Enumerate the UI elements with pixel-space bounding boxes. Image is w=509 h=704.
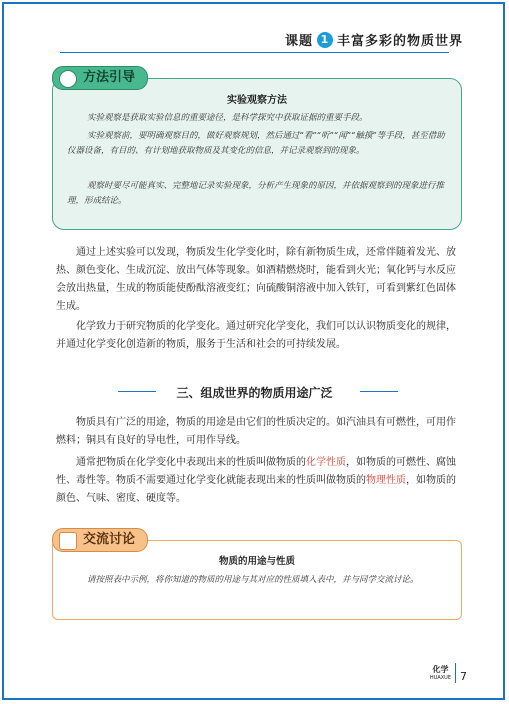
discussion-label: 交流讨论 <box>83 532 136 547</box>
method-paragraph-2: 实验观察前，要明确观察目的，做好观察规划，然后通过“看”“听”“闻”“触摸”等手段，甚至借助仪器设备，有目的、有计划地获取物质及其变化的信息，并记录观察到的现象。 <box>67 131 445 156</box>
header-title: 丰富多彩的物质世界 <box>336 34 463 49</box>
header-prefix: 课题 <box>284 34 313 49</box>
body-paragraph-4 <box>56 454 461 508</box>
body-paragraph-2: 化学致力于研究物质的化学变化。通过研究化学变化，我们可以认识物质变化的规律，并通过化学变化创造新的物质，服务于生活和社会的可持续发展。 <box>56 321 456 350</box>
discussion-box <box>52 540 462 620</box>
section-title: 三、组成世界的物质用途广泛 <box>176 386 333 400</box>
p4-text-c: ，如物质的颜色、气味、密度、硬度等。 <box>56 475 456 504</box>
footer-subject-en: HUAXUE <box>429 675 451 681</box>
people-icon <box>59 532 77 550</box>
page-footer <box>430 663 467 683</box>
topic-number-badge: 1 <box>317 32 333 48</box>
method-paragraph-3: 观察时要尽可能真实、完整地记录实验现象，分析产生现象的原因，并依据观察到的现象进行推理，形成结论。 <box>67 181 445 206</box>
body-paragraph-1: 通过上述实验可以发现，物质发生化学变化时，除有新物质生成，还常伴随着发光、放热、颜色变化、生成沉淀、放出气体等现象。如酒精燃烧时，能看到火光；氧化钙与水反应会放出热量，生成的物质能使酚酞溶液变红；向硫酸铜溶液中加入铁钉，可看到紫红色固体生成。 <box>56 247 456 312</box>
discussion-text: 请按照表中示例，将你知道的物质的用途与其对应的性质填入表中，并与同学交流讨论。 <box>87 575 419 585</box>
chemical-property-term: 化学性质 <box>306 457 346 468</box>
page-number: 7 <box>460 670 467 683</box>
section-rule-right <box>360 391 398 392</box>
physical-property-term: 物理性质 <box>366 475 406 486</box>
body-paragraph-3: 物质具有广泛的用途，物质的用途是由它们的性质决定的。如汽油具有可燃性，可用作燃料；铜具有良好的导电性，可用作导线。 <box>56 417 456 446</box>
p4-text-a: 通常把物质在化学变化中表现出来的性质叫做物质的 <box>76 457 306 468</box>
method-guide-label: 方法引导 <box>83 70 136 85</box>
page-header <box>285 30 463 49</box>
footer-divider <box>455 663 456 683</box>
discussion-title: 物质的用途与性质 <box>218 556 295 567</box>
discussion-tag <box>52 528 148 552</box>
magnifier-icon <box>59 70 77 88</box>
method-guide-box <box>52 78 462 230</box>
method-guide-tag <box>52 66 148 90</box>
footer-subject-cn: 化学 <box>432 665 449 674</box>
method-box-title: 实验观察方法 <box>227 95 287 106</box>
method-paragraph-1: 实验观察是获取实验信息的重要途径，是科学探究中获取证据的重要手段。 <box>87 113 368 123</box>
p4-text-b: ，如物质的可燃性、腐蚀性、毒性等。物质不需要通过化学变化就能表现出来的性质叫做物质的 <box>56 457 456 486</box>
footer-subject <box>430 665 451 683</box>
header-rule <box>60 52 449 53</box>
